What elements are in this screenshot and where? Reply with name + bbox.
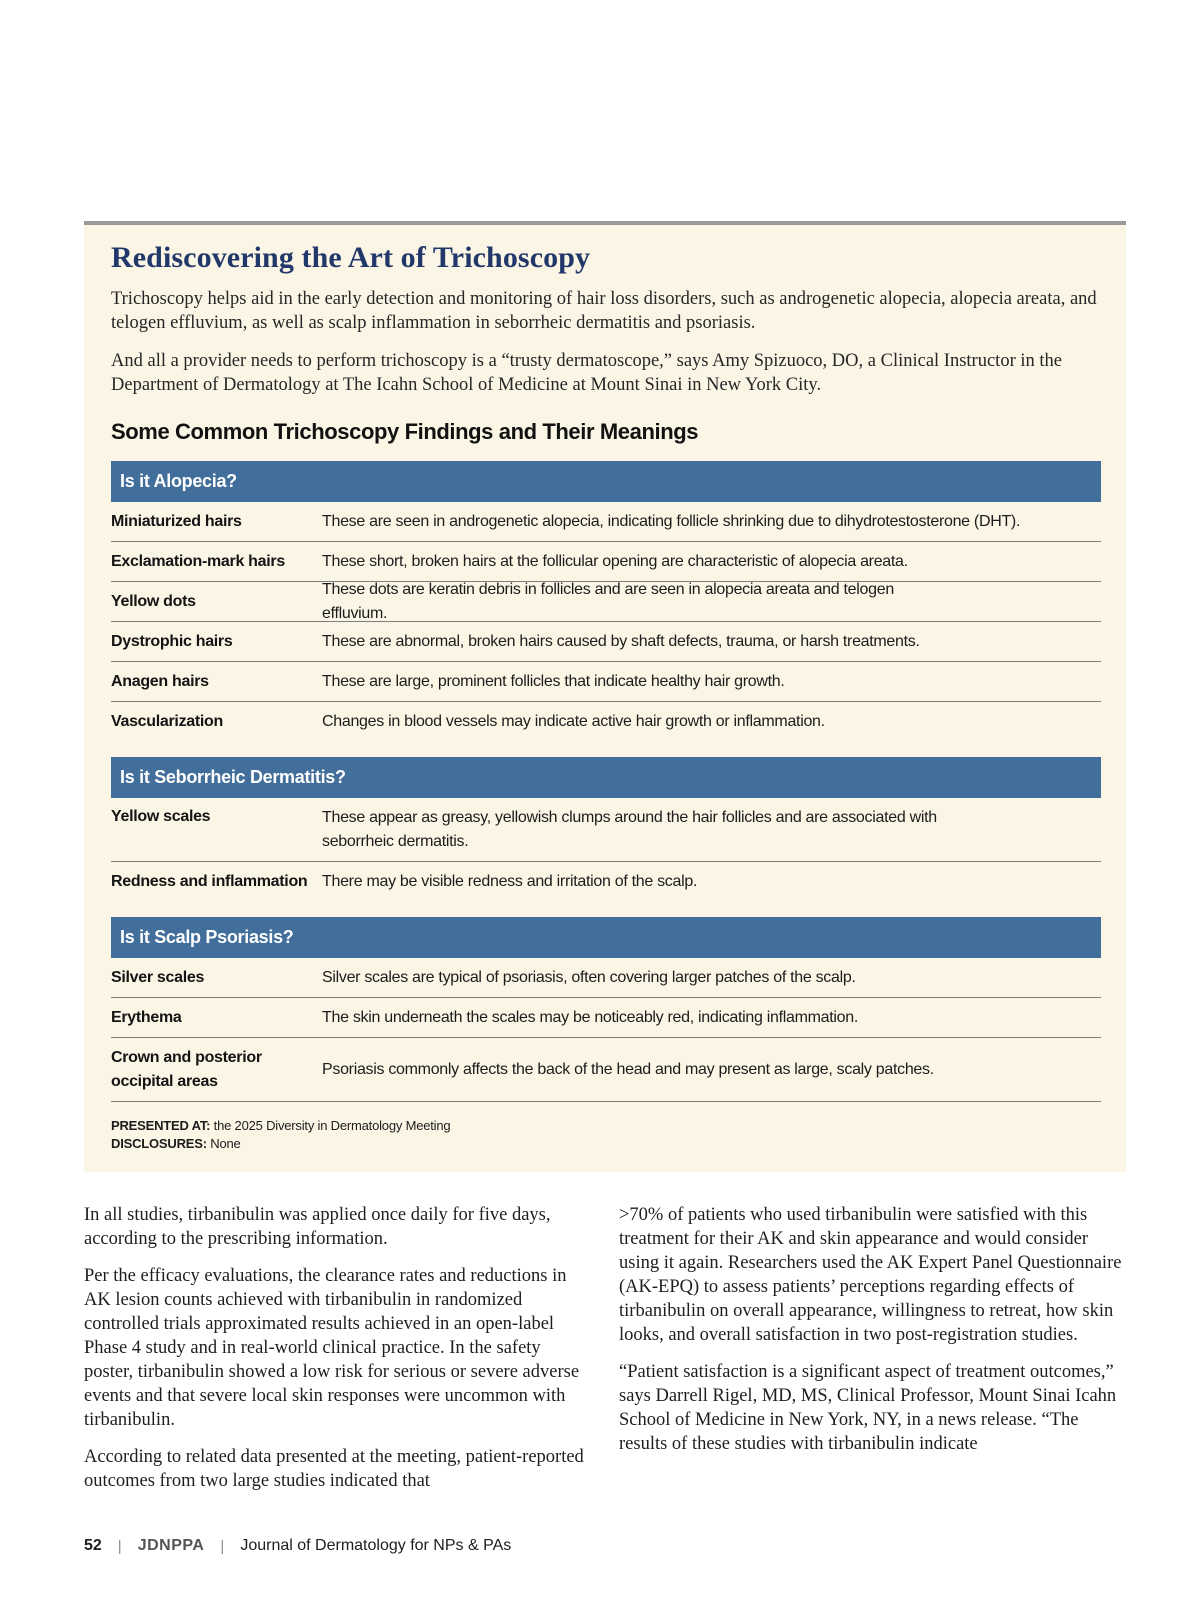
finding-term: Yellow dots bbox=[111, 592, 196, 610]
trichoscopy-sidebar bbox=[84, 221, 1126, 1172]
table-row bbox=[111, 702, 1101, 742]
page-footer bbox=[84, 1537, 511, 1555]
finding-term: Erythema bbox=[111, 1008, 182, 1026]
table-row bbox=[111, 958, 1101, 998]
footer-separator: | bbox=[117, 1537, 122, 1555]
body-paragraph: >70% of patients who used tirbanibulin were satisfied with this treatment for their AK and skin appearance and would consider using it again. Researchers used the AK Expert Panel Questionnaire (AK-EPQ) to assess patients’ perceptions regarding effects of tirbanibulin on overall appearance, willingness to retreat, how skin looks, and overall satisfaction in two post-registration studies. bbox=[619, 1205, 1122, 1345]
section-header: Is it Alopecia? bbox=[111, 461, 1101, 502]
table-row bbox=[111, 582, 1101, 622]
table-row bbox=[111, 662, 1101, 702]
table-row bbox=[111, 542, 1101, 582]
body-paragraph: “Patient satisfaction is a significant aspect of treatment outcomes,” says Darrell Rigel, MD, MS, Clinical Professor, Mount Sinai Icahn School of Medicine in New York, NY, in a news release. “The results of these studies with tirbanibulin indicate bbox=[619, 1362, 1117, 1454]
disclosures-value: None bbox=[210, 1136, 241, 1151]
finding-meaning: Psoriasis commonly affects the back of the head and may present as large, scaly patches. bbox=[322, 1060, 934, 1078]
finding-meaning: The skin underneath the scales may be noticeably red, indicating inflammation. bbox=[322, 1008, 859, 1026]
presented-at-value: the 2025 Diversity in Dermatology Meeting bbox=[213, 1118, 451, 1133]
findings-table-title: Some Common Trichoscopy Findings and Their Meanings bbox=[111, 419, 699, 444]
finding-term: Dystrophic hairs bbox=[111, 632, 233, 650]
disclosures-line bbox=[111, 1135, 450, 1153]
body-paragraph: In all studies, tirbanibulin was applied once daily for five days, according to the prescribing information. bbox=[84, 1205, 551, 1249]
body-paragraph: Per the efficacy evaluations, the clearance rates and reductions in AK lesion counts achieved with tirbanibulin in randomized controlled trials approximated results achieved in an open-label Phase 4 study and in real-world clinical practice. In the safety poster, tirbanibulin showed a low risk for serious or severe adverse events and that severe local skin responses were uncommon with tirbanibulin. bbox=[84, 1266, 580, 1430]
finding-term: Anagen hairs bbox=[111, 672, 209, 690]
finding-term: Redness and inflammation bbox=[111, 873, 308, 890]
article-column-left bbox=[84, 1203, 586, 1506]
finding-meaning: There may be visible redness and irritation of the scalp. bbox=[322, 873, 698, 890]
footer-separator: | bbox=[220, 1537, 225, 1555]
finding-meaning: These are seen in androgenetic alopecia, indicating follicle shrinking due to dihydrotestosterone (DHT). bbox=[322, 512, 1021, 530]
table-row bbox=[111, 622, 1101, 662]
finding-term: Silver scales bbox=[111, 968, 205, 986]
alopecia-section bbox=[111, 461, 1101, 742]
sidebar-title: Rediscovering the Art of Trichoscopy bbox=[111, 241, 591, 274]
table-row bbox=[111, 798, 1101, 862]
journal-name: Journal of Dermatology for NPs & PAs bbox=[240, 1537, 512, 1554]
sidebar-intro-paragraph: Trichoscopy helps aid in the early detection and monitoring of hair loss disorders, such as androgenetic alopecia, alopecia areata, and telogen effluvium, as well as scalp inflammation in seborrheic dermatitis and psoriasis. bbox=[111, 289, 1097, 333]
finding-term: Miniaturized hairs bbox=[111, 512, 242, 530]
body-paragraph: According to related data presented at the meeting, patient-reported outcomes from two large studies indicated that bbox=[84, 1447, 584, 1491]
sidebar-quote-paragraph: And all a provider needs to perform trichoscopy is a “trusty dermatoscope,” says Amy Spizuoco, DO, a Clinical Instructor in the Department of Dermatology at The Icahn School of Medicine at Mount Sinai in New York City. bbox=[111, 351, 1062, 395]
meeting-notes bbox=[111, 1117, 450, 1153]
finding-meaning: These short, broken hairs at the follicular opening are characteristic of alopecia areata. bbox=[322, 552, 908, 570]
finding-meaning: These dots are keratin debris in follicles and are seen in alopecia areata and telogen effluvium. bbox=[322, 580, 894, 622]
finding-term: Exclamation-mark hairs bbox=[111, 552, 285, 570]
finding-term: Vascularization bbox=[111, 713, 223, 730]
finding-meaning: Silver scales are typical of psoriasis, often covering larger patches of the scalp. bbox=[322, 968, 856, 986]
article-column-right bbox=[619, 1203, 1126, 1469]
scalp-psoriasis-section bbox=[111, 917, 1101, 1102]
table-row bbox=[111, 502, 1101, 542]
seborrheic-dermatitis-section bbox=[111, 757, 1101, 902]
table-row bbox=[111, 1038, 1101, 1102]
presented-at-label: PRESENTED AT: bbox=[111, 1118, 211, 1133]
presented-at-line bbox=[111, 1117, 450, 1135]
finding-term: Yellow scales bbox=[111, 808, 211, 825]
table-row bbox=[111, 862, 1101, 902]
finding-meaning: Changes in blood vessels may indicate active hair growth or inflammation. bbox=[322, 713, 825, 730]
page-number: 52 bbox=[84, 1537, 102, 1554]
finding-meaning: These appear as greasy, yellowish clumps around the hair follicles and are associated with seborrheic dermatitis. bbox=[322, 808, 937, 850]
finding-meaning: These are abnormal, broken hairs caused by shaft defects, trauma, or harsh treatments. bbox=[322, 632, 920, 650]
finding-meaning: These are large, prominent follicles that indicate healthy hair growth. bbox=[322, 672, 785, 690]
table-row bbox=[111, 998, 1101, 1038]
section-header: Is it Seborrheic Dermatitis? bbox=[111, 757, 1101, 798]
finding-term: Crown and posterior occipital areas bbox=[111, 1048, 262, 1090]
section-header: Is it Scalp Psoriasis? bbox=[111, 917, 1101, 958]
journal-abbreviation: JDNPPA bbox=[137, 1537, 205, 1554]
disclosures-label: DISCLOSURES: bbox=[111, 1136, 207, 1151]
